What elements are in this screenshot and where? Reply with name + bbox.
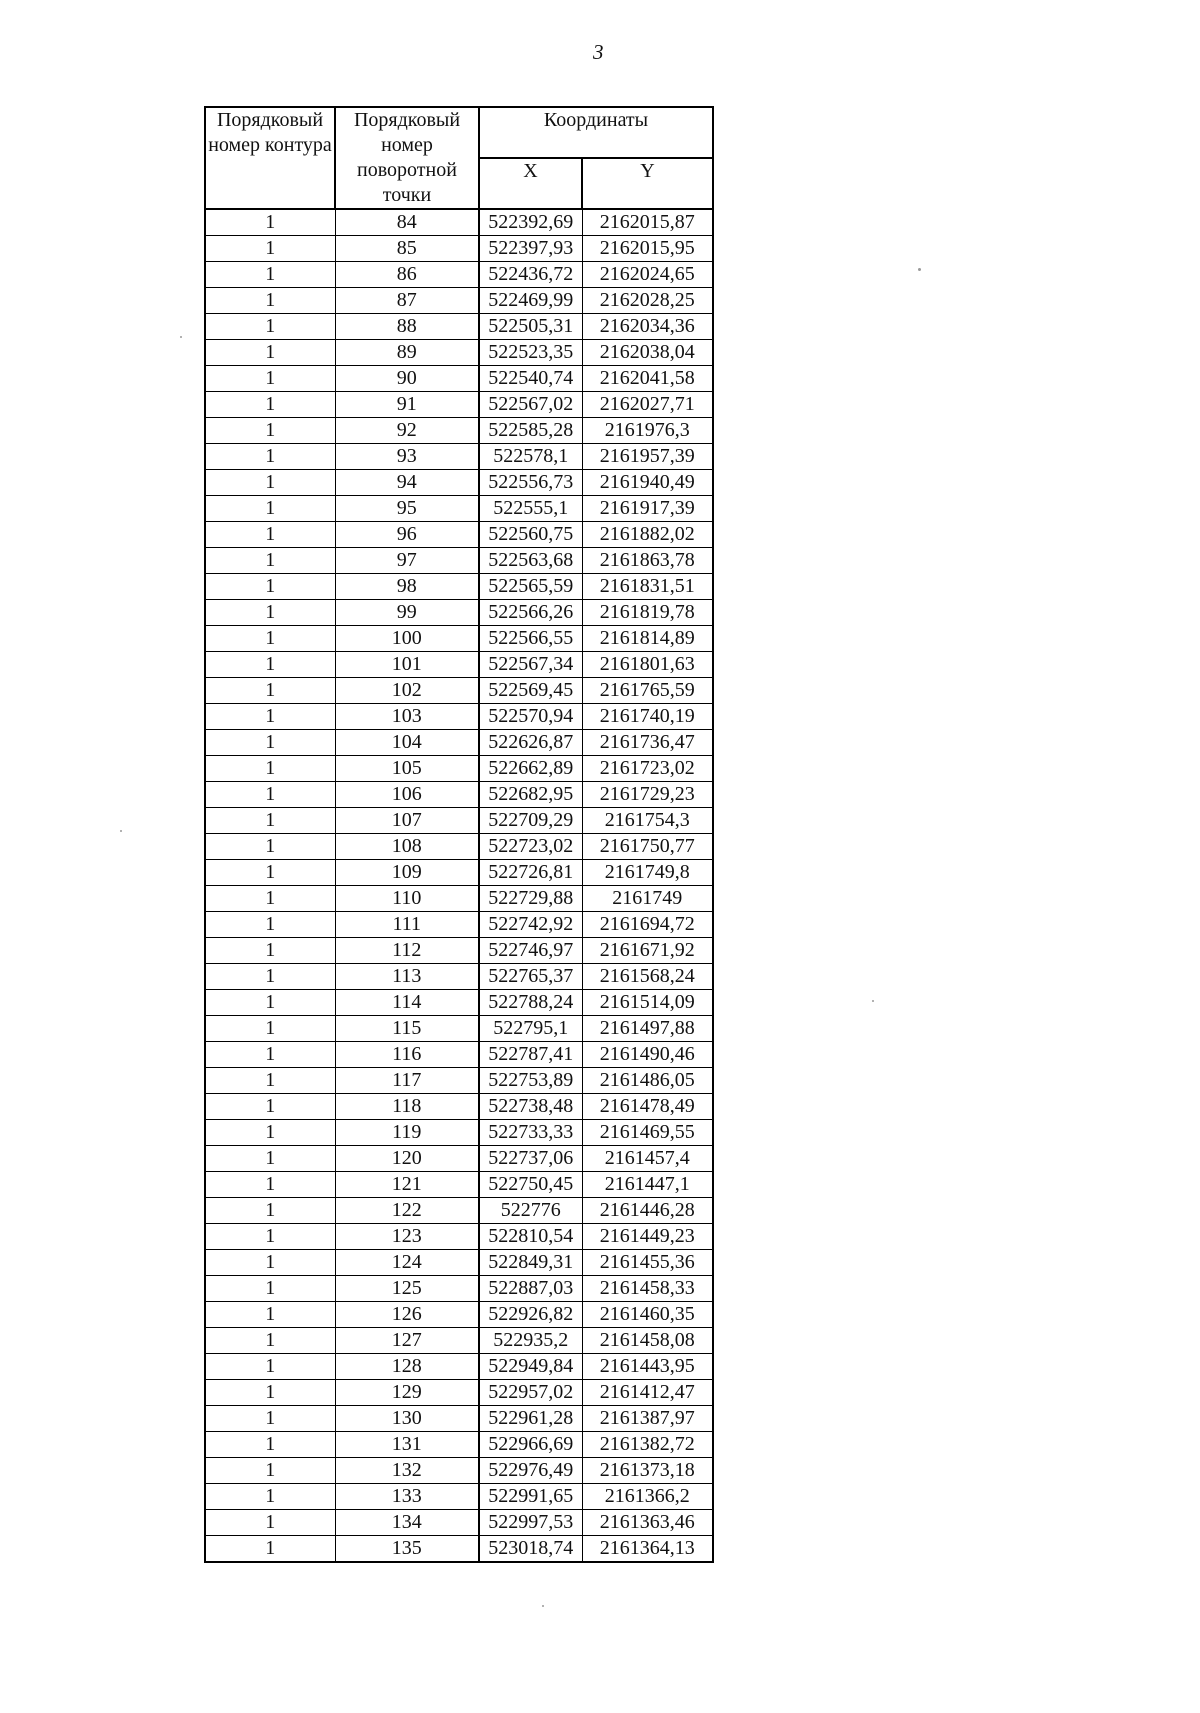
x-coordinate-cell: 522976,49 — [479, 1458, 582, 1484]
x-coordinate-cell: 522997,53 — [479, 1510, 582, 1536]
contour-number-cell: 1 — [205, 548, 335, 574]
point-number-cell: 113 — [335, 964, 479, 990]
table-row — [205, 444, 713, 470]
contour-number-cell: 1 — [205, 1172, 335, 1198]
y-coordinate-cell: 2161514,09 — [582, 990, 713, 1016]
y-coordinate-cell: 2161801,63 — [582, 652, 713, 678]
point-number-cell: 86 — [335, 262, 479, 288]
point-number-cell: 102 — [335, 678, 479, 704]
y-coordinate-cell: 2161447,1 — [582, 1172, 713, 1198]
y-coordinate-cell: 2161478,49 — [582, 1094, 713, 1120]
table-row — [205, 1198, 713, 1224]
y-coordinate-cell: 2161458,33 — [582, 1276, 713, 1302]
x-coordinate-cell: 522737,06 — [479, 1146, 582, 1172]
y-coordinate-cell: 2162038,04 — [582, 340, 713, 366]
y-coordinate-cell: 2161457,4 — [582, 1146, 713, 1172]
table-row — [205, 652, 713, 678]
point-number-cell: 125 — [335, 1276, 479, 1302]
table-row — [205, 262, 713, 288]
table-row — [205, 418, 713, 444]
point-number-cell: 134 — [335, 1510, 479, 1536]
y-coordinate-cell: 2161486,05 — [582, 1068, 713, 1094]
x-coordinate-cell: 522569,45 — [479, 678, 582, 704]
point-number-cell: 106 — [335, 782, 479, 808]
point-number-cell: 85 — [335, 236, 479, 262]
y-coordinate-cell: 2161831,51 — [582, 574, 713, 600]
point-number-cell: 119 — [335, 1120, 479, 1146]
contour-number-cell: 1 — [205, 756, 335, 782]
y-coordinate-cell: 2162034,36 — [582, 314, 713, 340]
point-number-cell: 84 — [335, 209, 479, 236]
point-number-cell: 128 — [335, 1354, 479, 1380]
y-coordinate-cell: 2161723,02 — [582, 756, 713, 782]
point-number-cell: 123 — [335, 1224, 479, 1250]
contour-number-cell: 1 — [205, 860, 335, 886]
x-coordinate-cell: 522566,26 — [479, 600, 582, 626]
y-coordinate-cell: 2161917,39 — [582, 496, 713, 522]
y-coordinate-cell: 2162024,65 — [582, 262, 713, 288]
contour-number-cell: 1 — [205, 1432, 335, 1458]
contour-number-cell: 1 — [205, 418, 335, 444]
y-coordinate-cell: 2161754,3 — [582, 808, 713, 834]
point-number-cell: 118 — [335, 1094, 479, 1120]
y-coordinate-cell: 2162015,95 — [582, 236, 713, 262]
x-coordinate-cell: 522556,73 — [479, 470, 582, 496]
contour-number-cell: 1 — [205, 1094, 335, 1120]
x-coordinate-cell: 522961,28 — [479, 1406, 582, 1432]
contour-number-cell: 1 — [205, 730, 335, 756]
contour-number-cell: 1 — [205, 1302, 335, 1328]
point-number-cell: 124 — [335, 1250, 479, 1276]
contour-number-cell: 1 — [205, 652, 335, 678]
x-coordinate-cell: 522392,69 — [479, 209, 582, 236]
contour-number-cell: 1 — [205, 912, 335, 938]
contour-number-cell: 1 — [205, 236, 335, 262]
contour-number-cell: 1 — [205, 262, 335, 288]
point-number-cell: 105 — [335, 756, 479, 782]
y-coordinate-cell: 2161363,46 — [582, 1510, 713, 1536]
x-coordinate-cell: 522469,99 — [479, 288, 582, 314]
table-row — [205, 1458, 713, 1484]
point-number-cell: 129 — [335, 1380, 479, 1406]
point-number-cell: 100 — [335, 626, 479, 652]
contour-number-cell: 1 — [205, 1016, 335, 1042]
point-number-header: Порядковый номер поворотной точки — [335, 107, 479, 209]
y-coordinate-cell: 2161455,36 — [582, 1250, 713, 1276]
scan-speck — [180, 336, 182, 338]
point-number-cell: 99 — [335, 600, 479, 626]
contour-number-cell: 1 — [205, 496, 335, 522]
x-coordinate-cell: 522540,74 — [479, 366, 582, 392]
contour-number-cell: 1 — [205, 1354, 335, 1380]
coordinates-table — [204, 106, 714, 1563]
y-coordinate-cell: 2161449,23 — [582, 1224, 713, 1250]
contour-number-cell: 1 — [205, 938, 335, 964]
x-coordinate-cell: 522505,31 — [479, 314, 582, 340]
contour-number-cell: 1 — [205, 626, 335, 652]
table-row — [205, 496, 713, 522]
x-coordinate-cell: 522570,94 — [479, 704, 582, 730]
contour-number-cell: 1 — [205, 1510, 335, 1536]
table-row — [205, 1120, 713, 1146]
x-coordinate-cell: 522566,55 — [479, 626, 582, 652]
point-number-cell: 111 — [335, 912, 479, 938]
x-coordinate-cell: 522626,87 — [479, 730, 582, 756]
contour-number-cell: 1 — [205, 1120, 335, 1146]
table-row — [205, 1146, 713, 1172]
contour-number-cell: 1 — [205, 1276, 335, 1302]
contour-number-cell: 1 — [205, 366, 335, 392]
y-coordinate-cell: 2161458,08 — [582, 1328, 713, 1354]
x-coordinate-cell: 522746,97 — [479, 938, 582, 964]
y-coordinate-cell: 2161469,55 — [582, 1120, 713, 1146]
contour-number-cell: 1 — [205, 808, 335, 834]
x-coordinate-cell: 522795,1 — [479, 1016, 582, 1042]
point-number-cell: 98 — [335, 574, 479, 600]
y-coordinate-cell: 2161819,78 — [582, 600, 713, 626]
y-coordinate-cell: 2161814,89 — [582, 626, 713, 652]
point-number-cell: 91 — [335, 392, 479, 418]
x-coordinate-cell: 523018,74 — [479, 1536, 582, 1563]
x-coordinate-cell: 522726,81 — [479, 860, 582, 886]
point-number-cell: 96 — [335, 522, 479, 548]
table-row — [205, 756, 713, 782]
x-coordinate-cell: 522957,02 — [479, 1380, 582, 1406]
x-coordinate-cell: 522949,84 — [479, 1354, 582, 1380]
table-row — [205, 1302, 713, 1328]
point-number-cell: 88 — [335, 314, 479, 340]
table-row — [205, 522, 713, 548]
table-row — [205, 1068, 713, 1094]
y-coordinate-cell: 2161740,19 — [582, 704, 713, 730]
table-row — [205, 1016, 713, 1042]
x-coordinate-cell: 522565,59 — [479, 574, 582, 600]
contour-number-cell: 1 — [205, 1380, 335, 1406]
x-coordinate-cell: 522935,2 — [479, 1328, 582, 1354]
table-row — [205, 1042, 713, 1068]
point-number-cell: 104 — [335, 730, 479, 756]
table-row — [205, 1172, 713, 1198]
table-row — [205, 808, 713, 834]
x-coordinate-cell: 522436,72 — [479, 262, 582, 288]
table-body — [205, 209, 713, 1562]
contour-number-cell: 1 — [205, 990, 335, 1016]
x-coordinate-cell: 522578,1 — [479, 444, 582, 470]
point-number-cell: 132 — [335, 1458, 479, 1484]
y-coordinate-cell: 2161382,72 — [582, 1432, 713, 1458]
x-coordinate-cell: 522738,48 — [479, 1094, 582, 1120]
table-row — [205, 678, 713, 704]
table-row — [205, 1250, 713, 1276]
x-coordinate-cell: 522560,75 — [479, 522, 582, 548]
point-number-cell: 110 — [335, 886, 479, 912]
y-coordinate-cell: 2161736,47 — [582, 730, 713, 756]
x-coordinate-cell: 522733,33 — [479, 1120, 582, 1146]
y-coordinate-cell: 2161387,97 — [582, 1406, 713, 1432]
table-row — [205, 574, 713, 600]
y-coordinate-cell: 2161446,28 — [582, 1198, 713, 1224]
y-coordinate-cell: 2161940,49 — [582, 470, 713, 496]
contour-number-cell: 1 — [205, 1068, 335, 1094]
point-number-cell: 120 — [335, 1146, 479, 1172]
y-coordinate-cell: 2161568,24 — [582, 964, 713, 990]
contour-number-cell: 1 — [205, 600, 335, 626]
point-number-cell: 131 — [335, 1432, 479, 1458]
point-number-cell: 108 — [335, 834, 479, 860]
table-row — [205, 860, 713, 886]
contour-number-cell: 1 — [205, 1198, 335, 1224]
contour-number-cell: 1 — [205, 522, 335, 548]
contour-number-cell: 1 — [205, 704, 335, 730]
y-coordinate-cell: 2161976,3 — [582, 418, 713, 444]
x-coordinate-cell: 522567,02 — [479, 392, 582, 418]
table-row — [205, 288, 713, 314]
y-coordinate-cell: 2161671,92 — [582, 938, 713, 964]
point-number-cell: 90 — [335, 366, 479, 392]
x-coordinate-cell: 522753,89 — [479, 1068, 582, 1094]
y-coordinate-cell: 2162028,25 — [582, 288, 713, 314]
y-coordinate-cell: 2161490,46 — [582, 1042, 713, 1068]
contour-number-cell: 1 — [205, 834, 335, 860]
contour-number-cell: 1 — [205, 1146, 335, 1172]
table-row — [205, 366, 713, 392]
contour-number-cell: 1 — [205, 886, 335, 912]
x-coordinate-cell: 522926,82 — [479, 1302, 582, 1328]
x-header: X — [479, 158, 582, 209]
point-number-cell: 126 — [335, 1302, 479, 1328]
x-coordinate-cell: 522555,1 — [479, 496, 582, 522]
x-coordinate-cell: 522788,24 — [479, 990, 582, 1016]
x-coordinate-cell: 522742,92 — [479, 912, 582, 938]
table-row — [205, 1380, 713, 1406]
y-coordinate-cell: 2161882,02 — [582, 522, 713, 548]
table-row — [205, 314, 713, 340]
table-row — [205, 1354, 713, 1380]
y-coordinate-cell: 2161765,59 — [582, 678, 713, 704]
y-coordinate-cell: 2161749,8 — [582, 860, 713, 886]
y-coordinate-cell: 2161460,35 — [582, 1302, 713, 1328]
contour-number-header: Порядковый номер контура — [205, 107, 335, 209]
scan-speck — [120, 830, 122, 832]
table-row — [205, 1328, 713, 1354]
point-number-cell: 114 — [335, 990, 479, 1016]
y-coordinate-cell: 2162041,58 — [582, 366, 713, 392]
x-coordinate-cell: 522567,34 — [479, 652, 582, 678]
page-number: 3 — [593, 40, 604, 64]
contour-number-cell: 1 — [205, 574, 335, 600]
x-coordinate-cell: 522887,03 — [479, 1276, 582, 1302]
y-coordinate-cell: 2161749 — [582, 886, 713, 912]
x-coordinate-cell: 522966,69 — [479, 1432, 582, 1458]
contour-number-cell: 1 — [205, 444, 335, 470]
contour-number-cell: 1 — [205, 288, 335, 314]
y-coordinate-cell: 2161863,78 — [582, 548, 713, 574]
contour-number-cell: 1 — [205, 1406, 335, 1432]
table-row — [205, 1406, 713, 1432]
point-number-cell: 101 — [335, 652, 479, 678]
contour-number-cell: 1 — [205, 1536, 335, 1563]
x-coordinate-cell: 522776 — [479, 1198, 582, 1224]
contour-number-cell: 1 — [205, 1042, 335, 1068]
contour-number-cell: 1 — [205, 392, 335, 418]
table-row — [205, 964, 713, 990]
point-number-cell: 127 — [335, 1328, 479, 1354]
contour-number-cell: 1 — [205, 209, 335, 236]
point-number-cell: 122 — [335, 1198, 479, 1224]
point-number-cell: 135 — [335, 1536, 479, 1563]
scan-speck — [918, 268, 921, 271]
y-coordinate-cell: 2161364,13 — [582, 1536, 713, 1563]
y-coordinate-cell: 2161497,88 — [582, 1016, 713, 1042]
table-row — [205, 236, 713, 262]
point-number-cell: 97 — [335, 548, 479, 574]
x-coordinate-cell: 522765,37 — [479, 964, 582, 990]
table-row — [205, 782, 713, 808]
x-coordinate-cell: 522810,54 — [479, 1224, 582, 1250]
x-coordinate-cell: 522787,41 — [479, 1042, 582, 1068]
point-number-cell: 117 — [335, 1068, 479, 1094]
contour-number-cell: 1 — [205, 314, 335, 340]
table-row — [205, 626, 713, 652]
y-coordinate-cell: 2161694,72 — [582, 912, 713, 938]
scan-speck — [542, 1605, 544, 1607]
table-row — [205, 938, 713, 964]
table-row — [205, 1276, 713, 1302]
x-coordinate-cell: 522750,45 — [479, 1172, 582, 1198]
table-row — [205, 392, 713, 418]
contour-number-cell: 1 — [205, 1250, 335, 1276]
x-coordinate-cell: 522849,31 — [479, 1250, 582, 1276]
point-number-cell: 93 — [335, 444, 479, 470]
table-row — [205, 548, 713, 574]
contour-number-cell: 1 — [205, 1224, 335, 1250]
y-coordinate-cell: 2162027,71 — [582, 392, 713, 418]
x-coordinate-cell: 522523,35 — [479, 340, 582, 366]
contour-number-cell: 1 — [205, 470, 335, 496]
y-coordinate-cell: 2161750,77 — [582, 834, 713, 860]
point-number-cell: 133 — [335, 1484, 479, 1510]
point-number-cell: 112 — [335, 938, 479, 964]
table-row — [205, 1484, 713, 1510]
table-row — [205, 1094, 713, 1120]
y-coordinate-cell: 2161443,95 — [582, 1354, 713, 1380]
contour-number-cell: 1 — [205, 1458, 335, 1484]
x-coordinate-cell: 522991,65 — [479, 1484, 582, 1510]
x-coordinate-cell: 522709,29 — [479, 808, 582, 834]
contour-number-cell: 1 — [205, 1484, 335, 1510]
table-row — [205, 470, 713, 496]
contour-number-cell: 1 — [205, 340, 335, 366]
point-number-cell: 94 — [335, 470, 479, 496]
scan-speck — [872, 1000, 874, 1002]
point-number-cell: 130 — [335, 1406, 479, 1432]
y-coordinate-cell: 2161366,2 — [582, 1484, 713, 1510]
point-number-cell: 116 — [335, 1042, 479, 1068]
table-row — [205, 1536, 713, 1563]
table-header — [205, 107, 713, 209]
x-coordinate-cell: 522723,02 — [479, 834, 582, 860]
point-number-cell: 95 — [335, 496, 479, 522]
table-row — [205, 886, 713, 912]
point-number-cell: 92 — [335, 418, 479, 444]
x-coordinate-cell: 522682,95 — [479, 782, 582, 808]
point-number-cell: 89 — [335, 340, 479, 366]
y-coordinate-cell: 2161957,39 — [582, 444, 713, 470]
table-row — [205, 1510, 713, 1536]
contour-number-cell: 1 — [205, 964, 335, 990]
table-row — [205, 1432, 713, 1458]
table-row — [205, 990, 713, 1016]
point-number-cell: 103 — [335, 704, 479, 730]
table-row — [205, 730, 713, 756]
point-number-cell: 109 — [335, 860, 479, 886]
x-coordinate-cell: 522662,89 — [479, 756, 582, 782]
table-row — [205, 209, 713, 236]
point-number-cell: 87 — [335, 288, 479, 314]
point-number-cell: 121 — [335, 1172, 479, 1198]
contour-number-cell: 1 — [205, 1328, 335, 1354]
point-number-cell: 115 — [335, 1016, 479, 1042]
x-coordinate-cell: 522563,68 — [479, 548, 582, 574]
contour-number-cell: 1 — [205, 782, 335, 808]
y-coordinate-cell: 2161729,23 — [582, 782, 713, 808]
table-row — [205, 912, 713, 938]
table-row — [205, 1224, 713, 1250]
table-row — [205, 600, 713, 626]
table-row — [205, 834, 713, 860]
point-number-cell: 107 — [335, 808, 479, 834]
y-coordinate-cell: 2161412,47 — [582, 1380, 713, 1406]
x-coordinate-cell: 522397,93 — [479, 236, 582, 262]
coordinates-header: Координаты — [479, 107, 713, 158]
x-coordinate-cell: 522585,28 — [479, 418, 582, 444]
x-coordinate-cell: 522729,88 — [479, 886, 582, 912]
contour-number-cell: 1 — [205, 678, 335, 704]
table-row — [205, 704, 713, 730]
table-row — [205, 340, 713, 366]
y-coordinate-cell: 2161373,18 — [582, 1458, 713, 1484]
y-coordinate-cell: 2162015,87 — [582, 209, 713, 236]
y-header: Y — [582, 158, 713, 209]
